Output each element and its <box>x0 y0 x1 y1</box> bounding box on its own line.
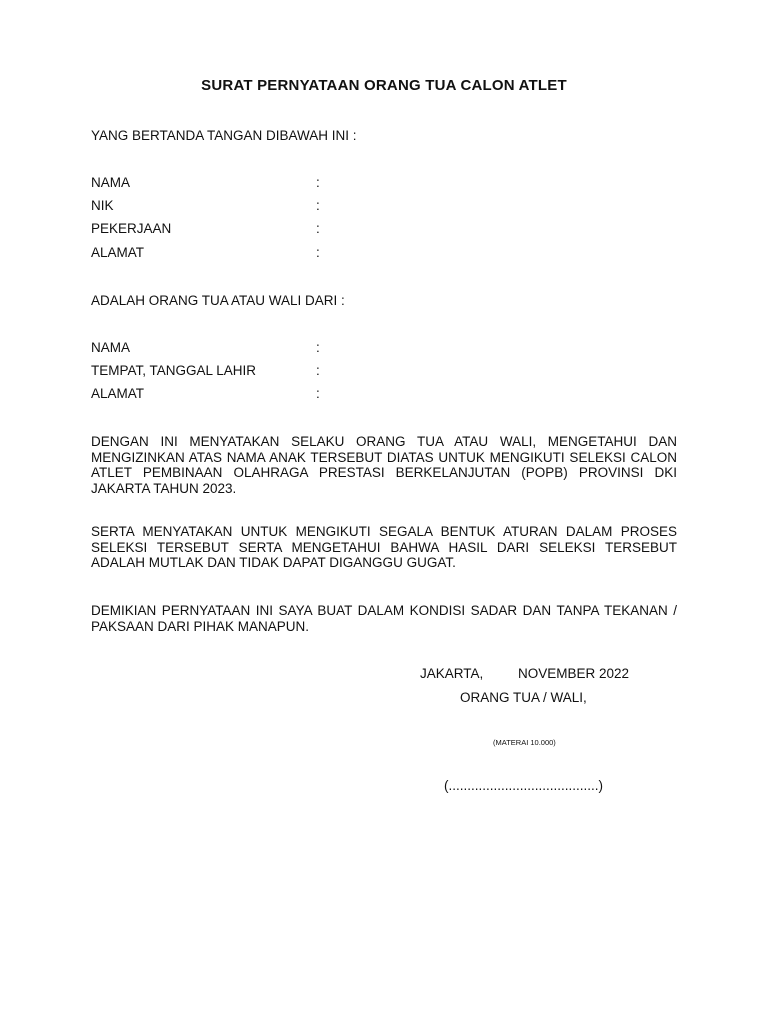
child-name-label: NAMA <box>91 340 131 355</box>
child-name-colon: : <box>316 340 320 355</box>
child-intro-text: ADALAH ORANG TUA ATAU WALI DARI : <box>91 293 345 308</box>
statement-paragraph-1: DENGAN INI MENYATAKAN SELAKU ORANG TUA ATAU WALI, MENGETAHUI DAN MENGIZINKAN ATAS NAMA ANAK TERSEBUT DIATAS UNTUK MENGIKUTI SELEKSI CALON ATLET PEMBINAAN OLAHRAGA PRESTASI BERKELANJUTAN (POPB) PROVINSI DKI JAKARTA TAHUN 2023. <box>91 434 677 496</box>
parent-job-label: PEKERJAAN <box>91 221 172 236</box>
signature-name-placeholder: (........................................) <box>444 778 604 793</box>
parent-nik-label: NIK <box>91 198 114 213</box>
parent-name-colon: : <box>316 175 320 190</box>
child-birth-colon: : <box>316 363 320 378</box>
signature-city: JAKARTA, <box>420 666 484 681</box>
statement-paragraph-3: DEMIKIAN PERNYATAAN INI SAYA BUAT DALAM KONDISI SADAR DAN TANPA TEKANAN / PAKSAAN DARI PIHAK MANAPUN. <box>91 603 677 634</box>
child-birth-label: TEMPAT, TANGGAL LAHIR <box>91 363 257 378</box>
parent-address-colon: : <box>316 245 320 260</box>
statement-paragraph-2: SERTA MENYATAKAN UNTUK MENGIKUTI SEGALA BENTUK ATURAN DALAM PROSES SELEKSI TERSEBUT SERTA MENGETAHUI BAHWA HASIL DARI SELEKSI TERSEBUT ADALAH MUTLAK DAN TIDAK DAPAT DIGANGGU GUGAT. <box>91 524 677 571</box>
intro-text: YANG BERTANDA TANGAN DIBAWAH INI : <box>91 128 357 143</box>
signature-date: NOVEMBER 2022 <box>518 666 630 681</box>
parent-job-colon: : <box>316 221 320 236</box>
signature-role: ORANG TUA / WALI, <box>460 690 587 705</box>
child-address-colon: : <box>316 386 320 401</box>
child-address-label: ALAMAT <box>91 386 145 401</box>
parent-nik-colon: : <box>316 198 320 213</box>
parent-name-label: NAMA <box>91 175 131 190</box>
document-title: SURAT PERNYATAAN ORANG TUA CALON ATLET <box>201 77 567 94</box>
stamp-note: (MATERAI 10.000) <box>493 738 556 747</box>
parent-address-label: ALAMAT <box>91 245 145 260</box>
